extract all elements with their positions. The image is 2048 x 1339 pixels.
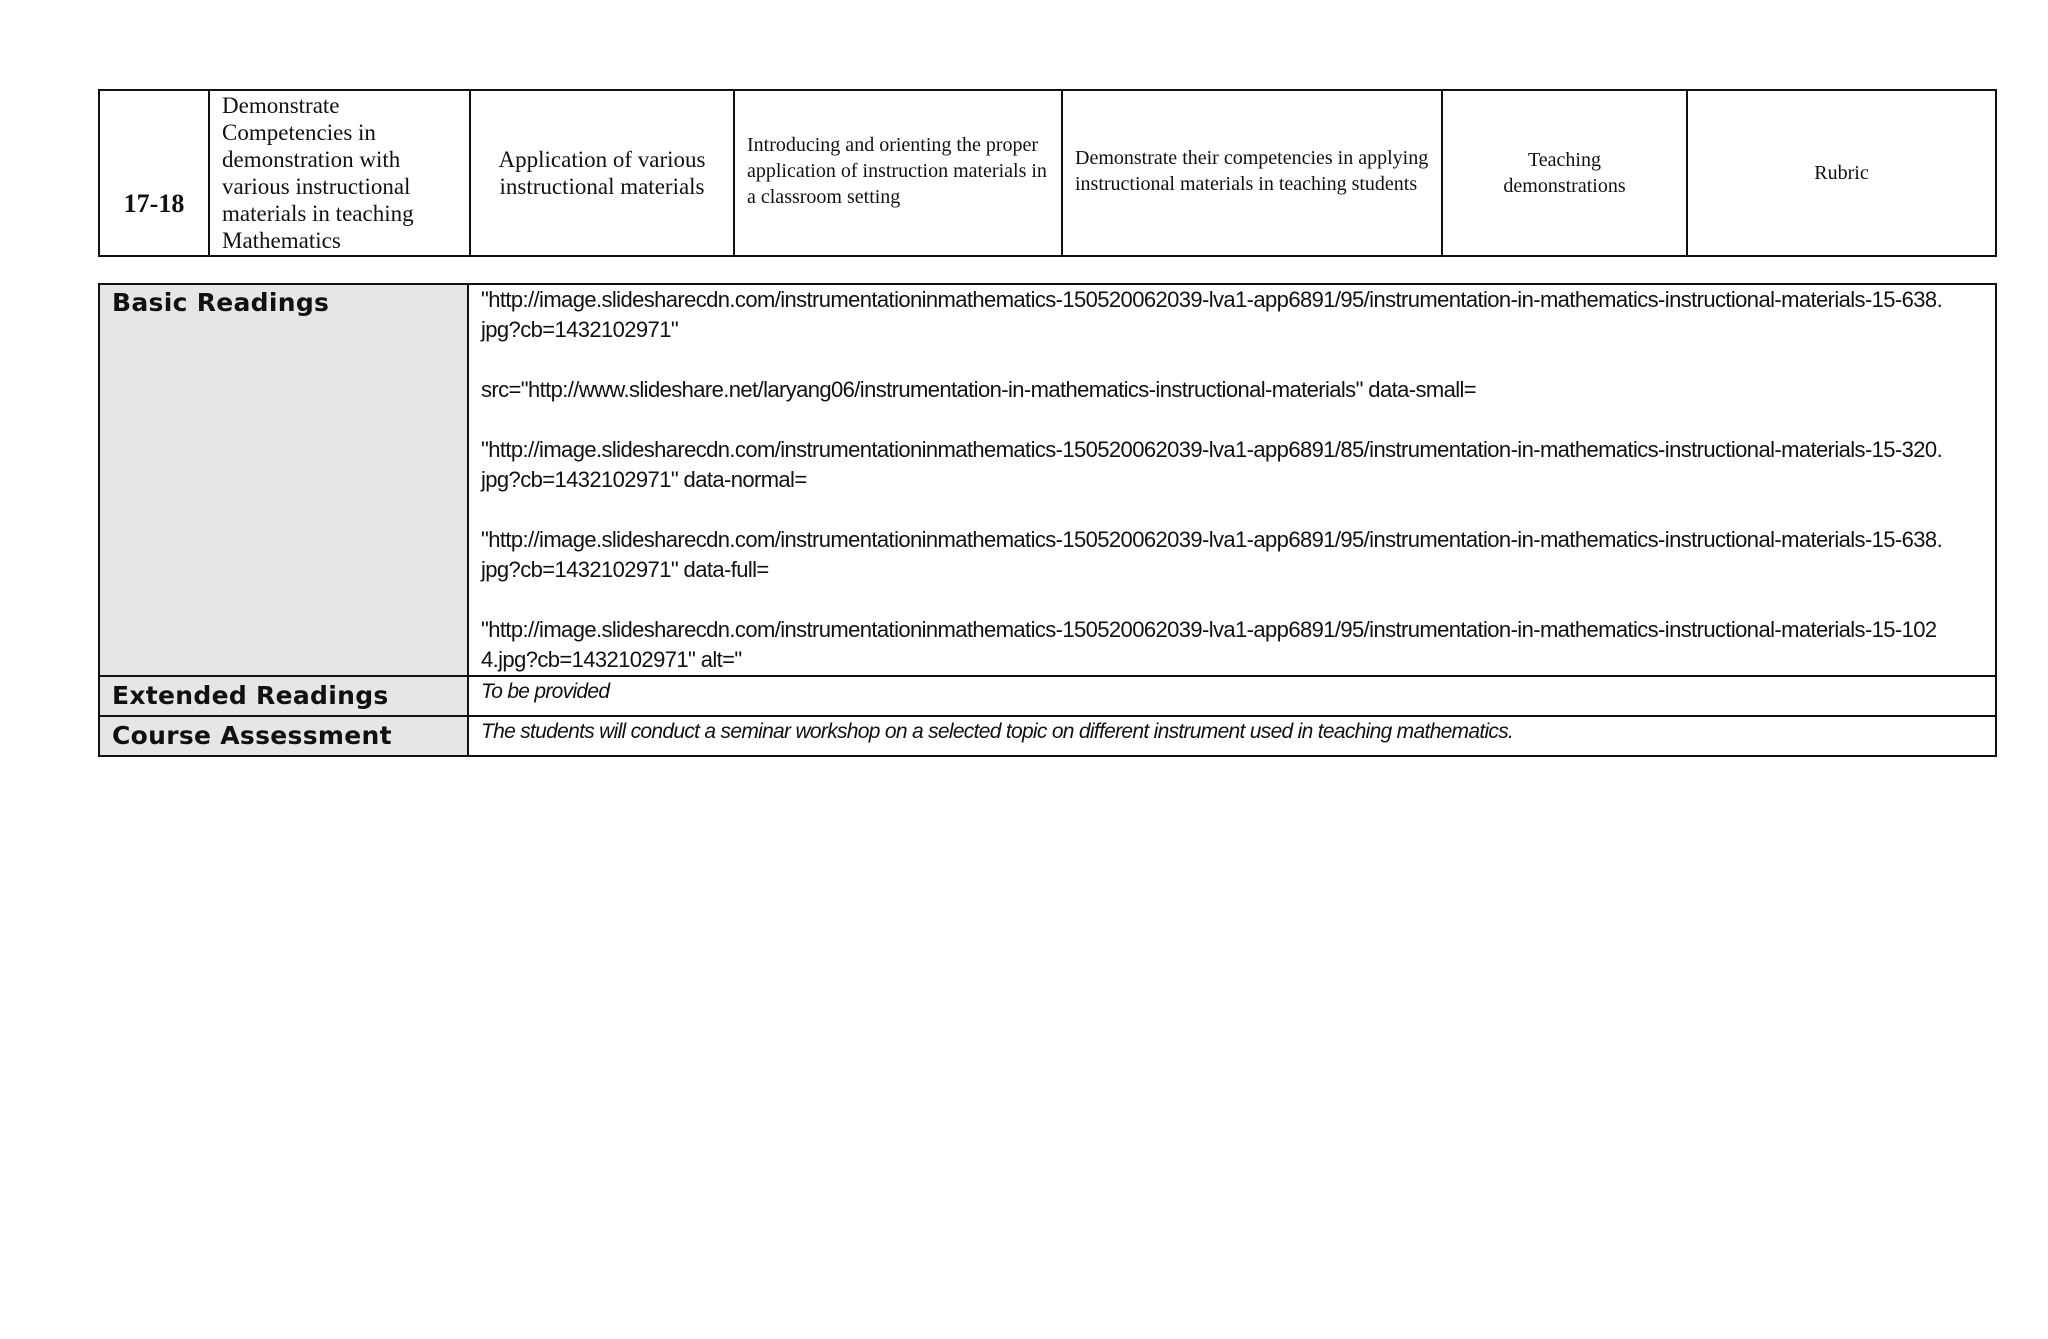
readings-table xyxy=(98,283,1997,757)
course-assessment-row xyxy=(99,716,1996,756)
assessment-cell xyxy=(1687,90,1996,256)
extended-readings-value: To be provided xyxy=(468,676,1996,716)
extended-readings-row xyxy=(99,676,1996,716)
basic-readings-value xyxy=(468,284,1996,676)
extended-readings-label: Extended Readings xyxy=(99,676,468,716)
method-text: Teaching demonstrations xyxy=(1503,149,1626,197)
course-assessment-value: The students will conduct a seminar workshop on a selected topic on different instrument used in teaching mathematics. xyxy=(468,716,1996,756)
basic-readings-row xyxy=(99,284,1996,676)
activities-cell xyxy=(734,90,1062,256)
outcomes-text: Demonstrate their competencies in applying instructional materials in teaching students xyxy=(1075,147,1429,195)
reading-line: "http://image.slidesharecdn.com/instrumentationinmathematics-150520062039-lva1-app6891/95/instrumentation-in-mathematics-instructional-materials-15-1024.jpg?cb=1432102971" alt=" xyxy=(481,617,1937,672)
activities-text: Introducing and orienting the proper application of instruction materials in a classroom setting xyxy=(747,134,1047,208)
week-cell xyxy=(99,90,209,256)
table-row xyxy=(99,90,1996,256)
outcomes-cell xyxy=(1062,90,1442,256)
lesson-plan-table xyxy=(98,89,1997,257)
reading-line: "http://image.slidesharecdn.com/instrumentationinmathematics-150520062039-lva1-app6891/95/instrumentation-in-mathematics-instructional-materials-15-638.jpg?cb=1432102971" data-full= xyxy=(481,527,1943,582)
method-cell xyxy=(1442,90,1687,256)
basic-readings-label: Basic Readings xyxy=(99,284,468,676)
reading-line: "http://image.slidesharecdn.com/instrumentationinmathematics-150520062039-lva1-app6891/95/instrumentation-in-mathematics-instructional-materials-15-638.jpg?cb=1432102971" xyxy=(481,287,1943,342)
reading-line: "http://image.slidesharecdn.com/instrumentationinmathematics-150520062039-lva1-app6891/85/instrumentation-in-mathematics-instructional-materials-15-320.jpg?cb=1432102971" data-normal= xyxy=(481,437,1943,492)
assessment-text: Rubric xyxy=(1814,161,1869,184)
topic-cell xyxy=(209,90,470,256)
week-number: 17-18 xyxy=(123,189,185,218)
course-assessment-label: Course Assessment xyxy=(99,716,468,756)
content-text: Application of various instructional materials xyxy=(498,147,706,199)
reading-line: src="http://www.slideshare.net/laryang06/instrumentation-in-mathematics-instructional-materials" data-small= xyxy=(481,377,1477,402)
topic-text: Demonstrate Competencies in demonstration with various instructional materials in teaching Mathematics xyxy=(222,93,414,253)
content-cell xyxy=(470,90,734,256)
